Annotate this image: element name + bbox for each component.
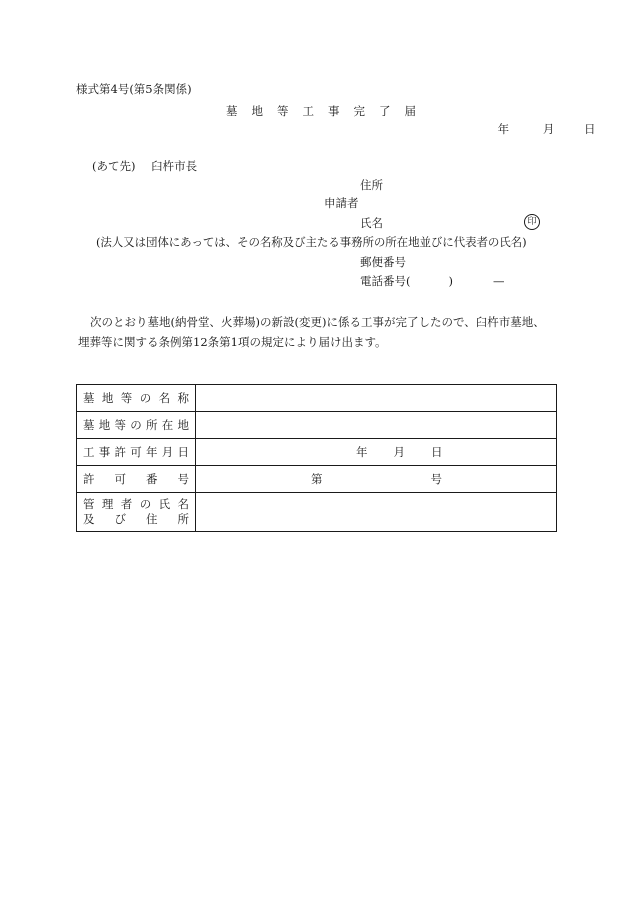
addressee [92,161,197,173]
seal-mark: 印 [524,214,540,230]
submission-date [468,124,595,136]
phone-label [360,276,505,288]
body-line-1: 次のとおり墓地(納骨堂、火葬場)の新設(変更)に係る工事が完了したので、臼杵市墓地、 [90,315,545,329]
address-label: 住所 [360,178,383,192]
permit-date-field[interactable] [196,439,557,466]
table-row [77,385,557,412]
document-title: 墓地等工事完了届 [226,104,430,118]
cemetery-name-field[interactable] [196,385,557,412]
phone-open: 電話番号( [360,274,411,288]
manager-label-line-1: 管理者の氏名 [83,497,189,511]
permit-day-label: 日 [431,445,443,459]
corporate-note: (法人又は団体にあっては、その名称及び主たる事務所の所在地並びに代表者の氏名) [96,235,527,249]
permit-prefix: 第 [311,472,323,486]
addressee-name: 臼杵市長 [151,159,198,173]
phone-dash: — [493,274,505,288]
permit-suffix: 号 [430,472,442,486]
table-row [77,493,557,532]
row-label [77,493,196,532]
body-line-2: 埋葬等に関する条例第12条第1項の規定により届け出ます。 [78,335,387,349]
applicant-label: 申請者 [324,196,359,210]
permit-number-field[interactable] [196,466,557,493]
permit-month-label: 月 [393,445,405,459]
addressee-to-label: (あて先) [92,159,136,173]
row-label: 墓地等の所在地 [77,412,196,439]
cemetery-location-field[interactable] [196,412,557,439]
row-label: 工事許可年月日 [77,439,196,466]
manager-name-address-field[interactable] [196,493,557,532]
table-row [77,412,557,439]
table-row [77,439,557,466]
permit-year-label: 年 [356,445,368,459]
date-year-label: 年 [497,122,510,136]
date-day-label: 日 [583,122,596,136]
form-number: 様式第4号(第5条関係) [76,82,192,96]
date-month-label: 月 [542,122,555,136]
body-text [78,312,556,352]
completion-info-table [76,384,557,532]
row-label: 許可番号 [77,466,196,493]
postal-code-label: 郵便番号 [360,255,406,269]
table-row [77,466,557,493]
name-label: 氏名 [360,216,383,230]
phone-close: ) [448,274,453,288]
row-label: 墓地等の名称 [77,385,196,412]
manager-label-line-2: 及び住所 [83,512,189,526]
